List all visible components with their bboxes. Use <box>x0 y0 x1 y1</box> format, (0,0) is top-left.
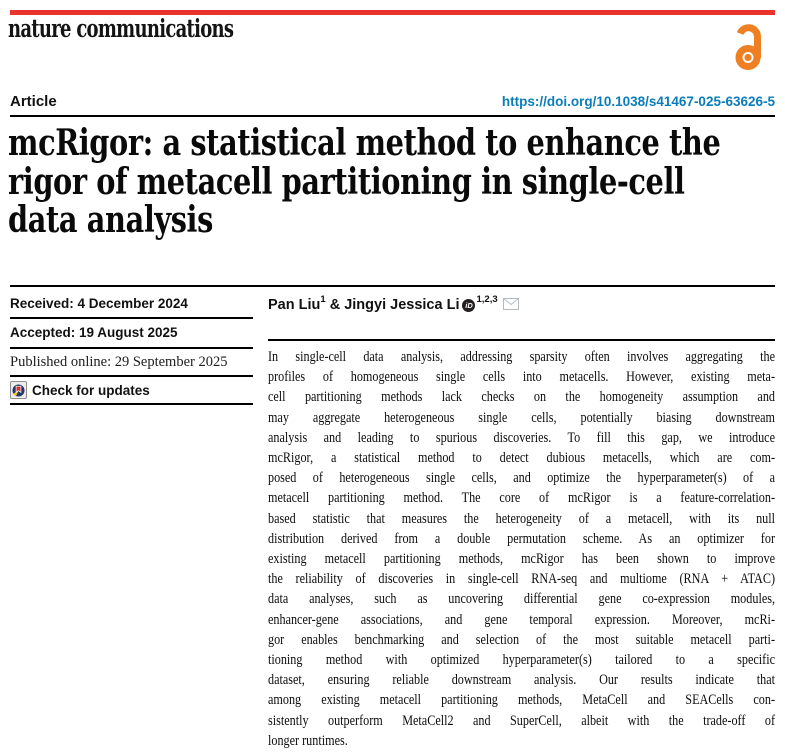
abstract-line: mcRigor, a statistical method to detect dubious metacells, which are com- <box>268 450 775 467</box>
check-for-updates-button[interactable] <box>10 381 253 399</box>
abstract-line: longer runtimes. <box>268 732 348 749</box>
title-line: mcRigor: a statistical method to enhance the <box>8 122 721 164</box>
abstract-line: profiles of homogeneous single cells into metacells. However, existing meta- <box>268 369 775 386</box>
published-date: Published online: 29 September 2025 <box>10 354 228 370</box>
page-title <box>8 124 720 240</box>
author-joiner: & <box>329 296 341 313</box>
abstract-line: analysis and leading to spurious discoveries. To fill this gap, we introduce <box>268 429 775 446</box>
author-name: Pan Liu <box>268 296 321 313</box>
abstract-line: gor enables benchmarking and selection of the most suitable metacell parti- <box>268 631 775 648</box>
abstract-line: enhancer-gene associations, and gene temporal expression. Moreover, mcRi- <box>268 611 775 628</box>
received-date: Received: 4 December 2024 <box>10 296 188 311</box>
title-line: data analysis <box>8 199 213 241</box>
abstract-line: metacell partitioning method. The core of mcRigor is a feature-correlation- <box>268 490 775 507</box>
abstract-line: posed of heterogeneous single cells, and optimize the hyperparameter(s) of a <box>268 470 775 487</box>
check-for-updates-label: Check for updates <box>32 382 150 398</box>
abstract-line: dataset, ensuring reliable downstream analysis. Our results indicate that <box>268 672 775 689</box>
history-divider <box>10 317 253 319</box>
abstract-line: among existing metacell partitioning methods, MetaCell and SEACells con- <box>268 692 775 709</box>
article-header-row <box>10 93 775 110</box>
abstract-line: cell partitioning methods lack checks on the homogeneity assumption and <box>268 389 775 406</box>
open-access-icon <box>733 24 767 77</box>
accepted-date: Accepted: 19 August 2025 <box>10 325 178 340</box>
author-byline <box>268 295 775 314</box>
columns-top-divider <box>10 285 775 287</box>
abstract-line: existing metacell partitioning methods, mcRigor has been shown to improve <box>268 551 775 568</box>
abstract-line: tioning method with optimized hyperparameter(s) tailored to a specific <box>268 652 775 669</box>
history-divider <box>10 403 253 405</box>
abstract-line: data analyses, such as uncovering differential gene co-expression modules, <box>268 591 775 608</box>
article-type-label: Article <box>10 93 57 110</box>
author-affiliation-sup: 1 <box>320 294 326 305</box>
email-icon[interactable] <box>503 298 519 314</box>
history-divider <box>10 347 253 349</box>
orcid-icon[interactable]: iD <box>462 299 475 312</box>
author-affiliation-sup: 1,2,3 <box>476 294 498 305</box>
title-line: rigor of metacell partitioning in single-cell <box>8 160 685 203</box>
author-name: Jingyi Jessica Li <box>344 296 460 313</box>
history-divider <box>10 375 253 377</box>
authors-divider <box>268 339 775 341</box>
abstract-line: may aggregate heterogeneous single cells, potentially biasing downstream <box>268 409 775 426</box>
header-divider <box>10 115 775 117</box>
crossmark-icon <box>10 381 27 399</box>
doi-link[interactable]: https://doi.org/10.1038/s41467-025-63626-5 <box>501 94 775 109</box>
journal-logo: nature communications <box>8 14 234 43</box>
abstract-line: In single-cell data analysis, addressing sparsity often involves aggregating the <box>268 349 775 365</box>
abstract-line: distribution derived from a double permutation scheme. As an optimizer for <box>268 530 775 547</box>
abstract-line: sistently outperform MetaCell2 and SuperCell, albeit with the trade-off of <box>268 712 775 729</box>
abstract-line: based statistic that measures the heterogeneity of a metacell, with its null <box>268 510 775 527</box>
abstract-line: the reliability of discoveries in single-cell RNA-seq and multiome (RNA + ATAC) <box>268 571 775 588</box>
abstract <box>268 347 775 751</box>
